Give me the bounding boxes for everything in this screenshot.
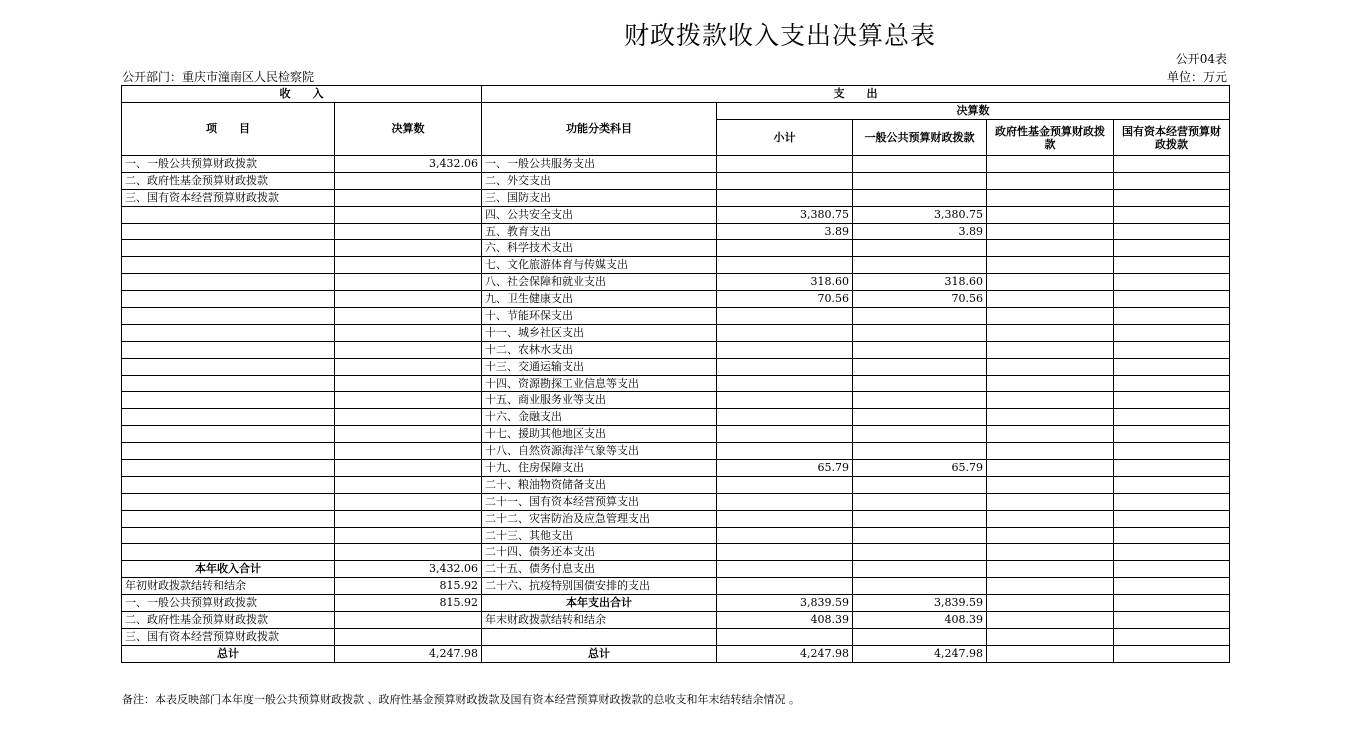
subtotal-cell [717, 308, 853, 325]
subtotal-cell: 318.60 [717, 274, 853, 291]
general-budget-cell [853, 341, 987, 358]
subtotal-cell [717, 476, 853, 493]
gov-fund-cell [987, 223, 1114, 240]
income-amount-cell [335, 206, 482, 223]
state-capital-cell [1114, 189, 1230, 206]
subtotal-cell [717, 409, 853, 426]
income-amount-cell [335, 460, 482, 477]
state-capital-cell [1114, 172, 1230, 189]
gov-fund-cell [987, 460, 1114, 477]
income-item-cell: 一、一般公共预算财政拨款 [122, 156, 335, 173]
income-amount-cell: 4,247.98 [335, 645, 482, 662]
state-capital-cell [1114, 460, 1230, 477]
subtotal-cell [717, 510, 853, 527]
general-budget-cell [853, 172, 987, 189]
income-item-cell: 三、国有资本经营预算财政拨款 [122, 628, 335, 645]
gov-fund-cell [987, 409, 1114, 426]
state-capital-cell [1114, 223, 1230, 240]
income-amount-cell [335, 172, 482, 189]
income-amount-cell [335, 493, 482, 510]
income-amount-cell [335, 510, 482, 527]
general-budget-cell: 3,839.59 [853, 595, 987, 612]
expense-item-cell: 七、文化旅游体育与传媒支出 [482, 257, 717, 274]
income-item-cell: 二、政府性基金预算财政拨款 [122, 612, 335, 629]
state-capital-cell [1114, 628, 1230, 645]
subtotal-header: 小计 [717, 120, 853, 156]
table-row [122, 578, 1230, 595]
gov-fund-cell [987, 645, 1114, 662]
general-budget-cell [853, 426, 987, 443]
gov-fund-cell [987, 544, 1114, 561]
subtotal-cell [717, 341, 853, 358]
expense-item-cell: 十、节能环保支出 [482, 308, 717, 325]
table-row [122, 189, 1230, 206]
income-amount-cell: 3,432.06 [335, 156, 482, 173]
expense-item-cell: 三、国防支出 [482, 189, 717, 206]
general-budget-cell [853, 308, 987, 325]
gov-fund-cell [987, 578, 1114, 595]
income-amount-cell [335, 291, 482, 308]
income-amount-cell [335, 612, 482, 629]
subtotal-cell [717, 257, 853, 274]
subtotal-cell: 4,247.98 [717, 645, 853, 662]
gov-fund-cell [987, 274, 1114, 291]
subtotal-cell [717, 578, 853, 595]
general-budget-cell: 408.39 [853, 612, 987, 629]
table-row [122, 341, 1230, 358]
expense-item-cell: 八、社会保障和就业支出 [482, 274, 717, 291]
item-header: 项 目 [122, 103, 335, 156]
subtotal-cell [717, 156, 853, 173]
income-amount-cell [335, 257, 482, 274]
subtotal-cell [717, 544, 853, 561]
final-amount2-header: 决算数 [717, 103, 1230, 120]
expense-item-cell: 六、科学技术支出 [482, 240, 717, 257]
income-amount-cell [335, 358, 482, 375]
state-capital-cell [1114, 443, 1230, 460]
general-budget-cell [853, 628, 987, 645]
table-row [122, 510, 1230, 527]
general-budget-cell [853, 443, 987, 460]
gov-fund-header: 政府性基金预算财政拨款 [987, 120, 1114, 156]
gov-fund-cell [987, 172, 1114, 189]
state-capital-cell [1114, 341, 1230, 358]
income-item-cell: 二、政府性基金预算财政拨款 [122, 172, 335, 189]
income-item-cell [122, 476, 335, 493]
gov-fund-cell [987, 358, 1114, 375]
table-row [122, 291, 1230, 308]
income-amount-cell [335, 476, 482, 493]
subtotal-cell: 65.79 [717, 460, 853, 477]
subtotal-cell [717, 493, 853, 510]
expense-item-cell: 二十三、其他支出 [482, 527, 717, 544]
income-item-cell [122, 257, 335, 274]
table-row [122, 308, 1230, 325]
state-capital-cell [1114, 561, 1230, 578]
state-capital-cell [1114, 156, 1230, 173]
gov-fund-cell [987, 257, 1114, 274]
income-item-cell: 本年收入合计 [122, 561, 335, 578]
income-amount-cell [335, 443, 482, 460]
state-capital-cell [1114, 510, 1230, 527]
subtotal-cell: 3,839.59 [717, 595, 853, 612]
general-budget-cell [853, 324, 987, 341]
expense-header: 支 出 [482, 86, 1230, 103]
income-amount-cell: 815.92 [335, 595, 482, 612]
gov-fund-cell [987, 426, 1114, 443]
expense-item-cell: 十八、自然资源海洋气象等支出 [482, 443, 717, 460]
general-budget-cell [853, 561, 987, 578]
general-budget-cell: 70.56 [853, 291, 987, 308]
gov-fund-cell [987, 510, 1114, 527]
table-row [122, 257, 1230, 274]
gov-fund-cell [987, 628, 1114, 645]
income-item-cell: 年初财政拨款结转和结余 [122, 578, 335, 595]
expense-item-cell: 总计 [482, 645, 717, 662]
income-amount-cell [335, 375, 482, 392]
state-capital-cell [1114, 324, 1230, 341]
table-row [122, 544, 1230, 561]
form-number: 公开04表 [1175, 52, 1227, 66]
income-item-cell [122, 409, 335, 426]
expense-item-cell: 二十一、国有资本经营预算支出 [482, 493, 717, 510]
income-item-cell [122, 527, 335, 544]
state-capital-cell [1114, 257, 1230, 274]
state-capital-cell [1114, 544, 1230, 561]
gov-fund-cell [987, 308, 1114, 325]
income-amount-cell [335, 223, 482, 240]
general-budget-cell: 3,380.75 [853, 206, 987, 223]
table-row [122, 206, 1230, 223]
table-row [122, 561, 1230, 578]
general-budget-cell [853, 189, 987, 206]
expense-item-cell: 本年支出合计 [482, 595, 717, 612]
func-category-header: 功能分类科目 [482, 103, 717, 156]
income-item-cell [122, 358, 335, 375]
table-row [122, 409, 1230, 426]
general-budget-cell [853, 510, 987, 527]
income-amount-cell [335, 341, 482, 358]
table-row [122, 612, 1230, 629]
table-row [122, 392, 1230, 409]
income-amount-cell [335, 628, 482, 645]
budget-table [121, 85, 1230, 663]
table-row [122, 443, 1230, 460]
expense-item-cell: 二十、粮油物资储备支出 [482, 476, 717, 493]
expense-item-cell: 十五、商业服务业等支出 [482, 392, 717, 409]
expense-item-cell: 五、教育支出 [482, 223, 717, 240]
gov-fund-cell [987, 240, 1114, 257]
state-capital-cell [1114, 206, 1230, 223]
subtotal-cell [717, 426, 853, 443]
income-item-cell [122, 341, 335, 358]
income-amount-cell [335, 189, 482, 206]
subtotal-cell [717, 358, 853, 375]
state-capital-cell [1114, 375, 1230, 392]
gov-fund-cell [987, 324, 1114, 341]
income-amount-cell [335, 409, 482, 426]
subtotal-cell: 3.89 [717, 223, 853, 240]
general-budget-cell: 65.79 [853, 460, 987, 477]
expense-item-cell [482, 628, 717, 645]
gov-fund-cell [987, 206, 1114, 223]
subtotal-cell: 3,380.75 [717, 206, 853, 223]
page-title: 财政拨款收入支出决算总表 [623, 21, 936, 50]
state-capital-cell [1114, 274, 1230, 291]
table-row [122, 476, 1230, 493]
expense-item-cell: 二、外交支出 [482, 172, 717, 189]
state-capital-cell [1114, 392, 1230, 409]
state-capital-cell [1114, 493, 1230, 510]
income-header: 收 入 [122, 86, 482, 103]
unit-label: 单位：万元 [1166, 70, 1227, 84]
table-row [122, 527, 1230, 544]
footnote: 备注：本表反映部门本年度一般公共预算财政拨款 、政府性基金预算财政拨款及国有资本经营预算财政拨款的总收支和年末结转结余情况 。 [122, 693, 800, 706]
income-item-cell [122, 510, 335, 527]
subtotal-cell [717, 561, 853, 578]
general-budget-cell [853, 544, 987, 561]
table-row [122, 223, 1230, 240]
general-budget-cell [853, 476, 987, 493]
subtotal-cell: 70.56 [717, 291, 853, 308]
income-amount-cell [335, 426, 482, 443]
gov-fund-cell [987, 156, 1114, 173]
table-row [122, 240, 1230, 257]
income-item-cell [122, 375, 335, 392]
general-budget-cell [853, 578, 987, 595]
general-budget-cell: 3.89 [853, 223, 987, 240]
subtotal-cell [717, 240, 853, 257]
income-item-cell [122, 443, 335, 460]
gov-fund-cell [987, 595, 1114, 612]
gov-fund-cell [987, 561, 1114, 578]
income-amount-cell [335, 324, 482, 341]
subtotal-cell [717, 392, 853, 409]
expense-item-cell: 十二、农林水支出 [482, 341, 717, 358]
table-row [122, 358, 1230, 375]
general-budget-cell [853, 493, 987, 510]
gov-fund-cell [987, 291, 1114, 308]
state-capital-cell [1114, 426, 1230, 443]
subtotal-cell [717, 375, 853, 392]
general-budget-cell: 4,247.98 [853, 645, 987, 662]
income-item-cell [122, 460, 335, 477]
income-item-cell [122, 223, 335, 240]
state-capital-cell [1114, 612, 1230, 629]
expense-item-cell: 十四、资源勘探工业信息等支出 [482, 375, 717, 392]
table-row [122, 324, 1230, 341]
gov-fund-cell [987, 443, 1114, 460]
table-row [122, 628, 1230, 645]
subtotal-cell [717, 189, 853, 206]
gov-fund-cell [987, 341, 1114, 358]
table-row [122, 156, 1230, 173]
income-amount-cell [335, 308, 482, 325]
income-amount-cell: 815.92 [335, 578, 482, 595]
gov-fund-cell [987, 527, 1114, 544]
final-amount-header: 决算数 [335, 103, 482, 156]
subtotal-cell [717, 527, 853, 544]
state-capital-cell [1114, 527, 1230, 544]
table-row [122, 274, 1230, 291]
gov-fund-cell [987, 375, 1114, 392]
state-capital-cell [1114, 240, 1230, 257]
state-capital-header: 国有资本经营预算财政拨款 [1114, 120, 1230, 156]
expense-item-cell: 二十六、抗疫特别国债安排的支出 [482, 578, 717, 595]
expense-item-cell: 九、卫生健康支出 [482, 291, 717, 308]
income-item-cell [122, 493, 335, 510]
expense-item-cell: 二十四、债务还本支出 [482, 544, 717, 561]
subtotal-cell [717, 628, 853, 645]
gov-fund-cell [987, 392, 1114, 409]
income-item-cell [122, 392, 335, 409]
expense-item-cell: 二十二、灾害防治及应急管理支出 [482, 510, 717, 527]
income-amount-cell [335, 544, 482, 561]
state-capital-cell [1114, 358, 1230, 375]
income-item-cell [122, 426, 335, 443]
expense-item-cell: 十七、援助其他地区支出 [482, 426, 717, 443]
general-budget-cell [853, 156, 987, 173]
general-budget-cell [853, 392, 987, 409]
general-budget-cell [853, 527, 987, 544]
general-budget-cell [853, 375, 987, 392]
general-budget-cell [853, 409, 987, 426]
table-row [122, 595, 1230, 612]
table-row [122, 493, 1230, 510]
table-row [122, 460, 1230, 477]
expense-item-cell: 十六、金融支出 [482, 409, 717, 426]
state-capital-cell [1114, 578, 1230, 595]
expense-item-cell: 十三、交通运输支出 [482, 358, 717, 375]
table-row [122, 172, 1230, 189]
expense-item-cell: 一、一般公共服务支出 [482, 156, 717, 173]
table-row [122, 645, 1230, 662]
expense-item-cell: 二十五、债务付息支出 [482, 561, 717, 578]
general-budget-cell [853, 358, 987, 375]
income-item-cell: 三、国有资本经营预算财政拨款 [122, 189, 335, 206]
state-capital-cell [1114, 291, 1230, 308]
state-capital-cell [1114, 308, 1230, 325]
state-capital-cell [1114, 476, 1230, 493]
general-budget-cell: 318.60 [853, 274, 987, 291]
income-item-cell [122, 240, 335, 257]
general-budget-header: 一般公共预算财政拨款 [853, 120, 987, 156]
income-item-cell [122, 274, 335, 291]
state-capital-cell [1114, 595, 1230, 612]
income-amount-cell [335, 240, 482, 257]
expense-item-cell: 四、公共安全支出 [482, 206, 717, 223]
expense-item-cell: 十九、住房保障支出 [482, 460, 717, 477]
general-budget-cell [853, 240, 987, 257]
subtotal-cell [717, 443, 853, 460]
general-budget-cell [853, 257, 987, 274]
income-item-cell [122, 291, 335, 308]
table-row [122, 375, 1230, 392]
income-item-cell [122, 308, 335, 325]
table-row [122, 426, 1230, 443]
income-item-cell [122, 324, 335, 341]
state-capital-cell [1114, 645, 1230, 662]
department-label: 公开部门：重庆市潼南区人民检察院 [122, 70, 315, 84]
gov-fund-cell [987, 493, 1114, 510]
income-item-cell: 一、一般公共预算财政拨款 [122, 595, 335, 612]
subtotal-cell: 408.39 [717, 612, 853, 629]
income-amount-cell: 3,432.06 [335, 561, 482, 578]
income-amount-cell [335, 392, 482, 409]
income-amount-cell [335, 274, 482, 291]
income-item-cell [122, 206, 335, 223]
subtotal-cell [717, 172, 853, 189]
income-item-cell [122, 544, 335, 561]
state-capital-cell [1114, 409, 1230, 426]
gov-fund-cell [987, 612, 1114, 629]
income-item-cell: 总计 [122, 645, 335, 662]
expense-item-cell: 年末财政拨款结转和结余 [482, 612, 717, 629]
income-amount-cell [335, 527, 482, 544]
subtotal-cell [717, 324, 853, 341]
expense-item-cell: 十一、城乡社区支出 [482, 324, 717, 341]
gov-fund-cell [987, 476, 1114, 493]
gov-fund-cell [987, 189, 1114, 206]
